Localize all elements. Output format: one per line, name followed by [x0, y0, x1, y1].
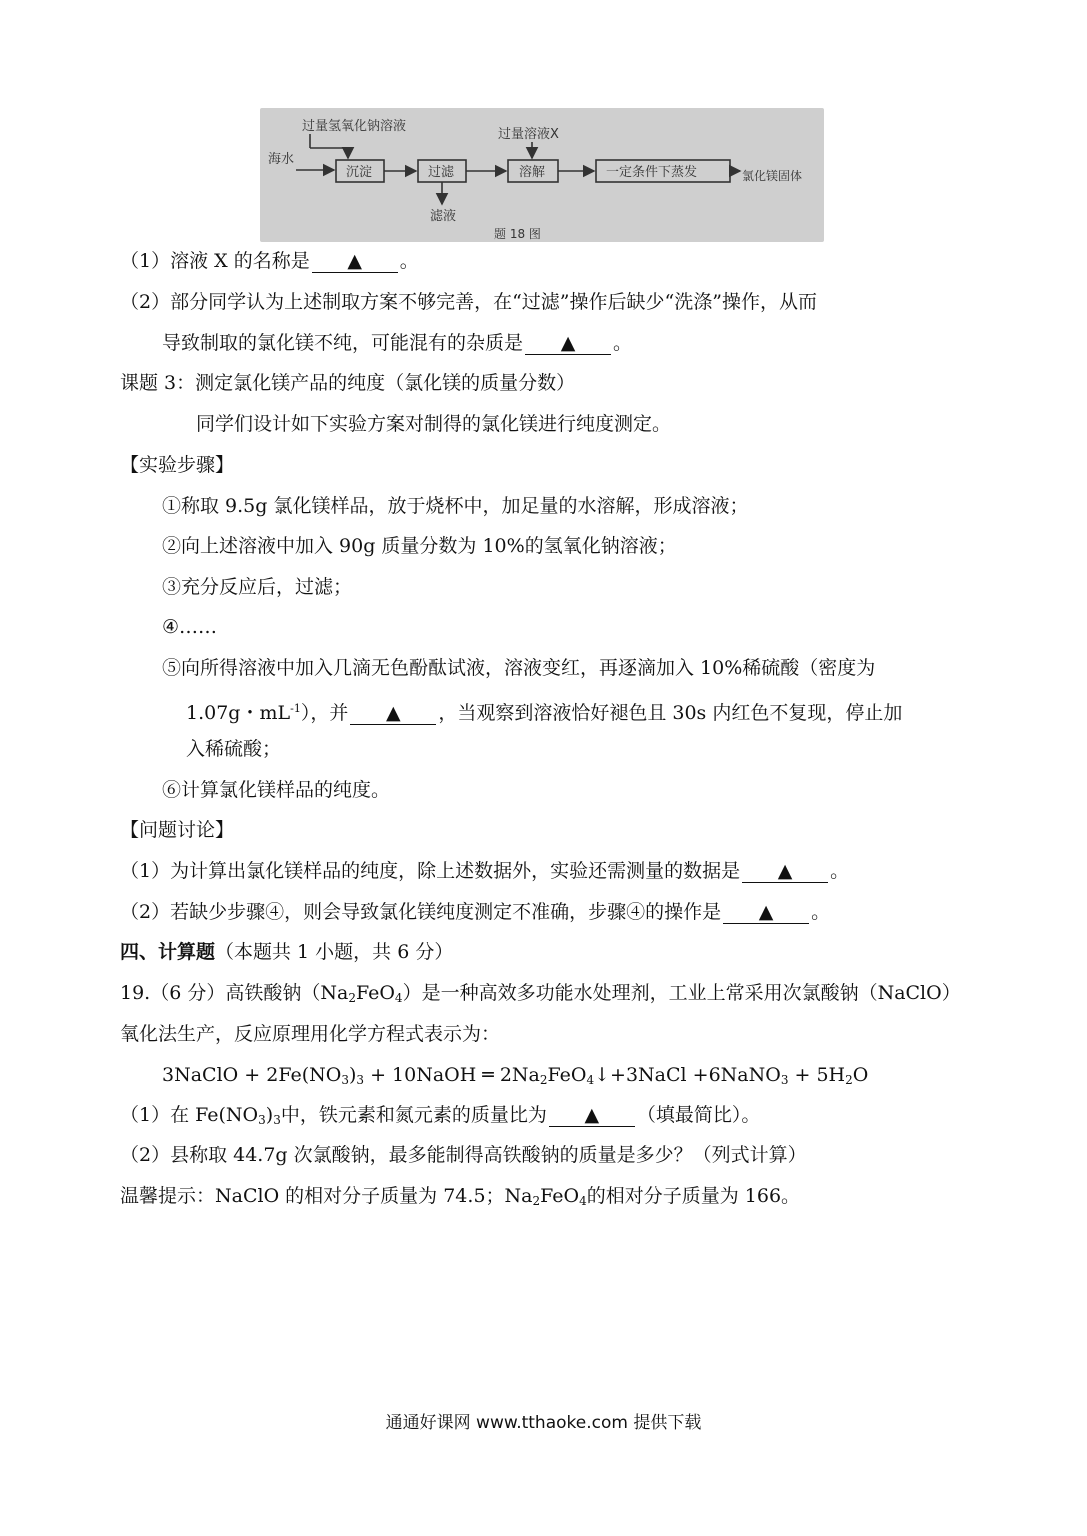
answer-blank[interactable]: ▲ — [525, 332, 611, 355]
q19-part2: （2）县称取 44.7g 次氯酸钠，最多能制得高铁酸钠的质量是多少？（列式计算） — [120, 1144, 807, 1166]
topic3-title: 课题 3：测定氯化镁产品的纯度（氯化镁的质量分数） — [120, 372, 576, 394]
flow-product: 氯化镁固体 — [742, 169, 803, 183]
flow-reagent1: 过量氢氧化钠溶液 — [302, 119, 407, 134]
flow-caption: 题 18 图 — [494, 227, 541, 241]
answer-blank[interactable]: ▲ — [549, 1104, 635, 1127]
flow-step4: 一定条件下蒸发 — [606, 165, 698, 180]
discussion-2: （2）若缺少步骤④，则会导致氯化镁纯度测定不准确，步骤④的操作是 ▲ 。 — [120, 901, 831, 923]
answer-blank[interactable]: ▲ — [312, 250, 398, 273]
discussion-header: 【问题讨论】 — [120, 819, 235, 841]
step-4: ④…… — [162, 616, 218, 638]
flowchart-figure — [260, 108, 824, 242]
flow-step3: 溶解 — [519, 165, 546, 180]
step-2: ②向上述溶液中加入 90g 质量分数为 10%的氢氧化钠溶液； — [162, 535, 677, 557]
step-5-line2: 1.07g・$mL^{-1}$），并 ▲ ，当观察到溶液恰好褪色且 30s 内红色不复现，停止加 — [186, 702, 903, 724]
step-5-line1: ⑤向所得溶液中加入几滴无色酚酞试液，溶液变红，再逐滴加入 10%稀硫酸（密度为 — [162, 657, 876, 679]
flow-filtrate: 滤液 — [430, 209, 457, 224]
flowchart-svg — [260, 108, 824, 242]
step-6: ⑥计算氯化镁样品的纯度。 — [162, 779, 391, 801]
step-1: ①称取 9.5g 氯化镁样品，放于烧杯中，加足量的水溶解，形成溶液； — [162, 495, 749, 517]
flow-step1: 沉淀 — [346, 165, 373, 180]
section4-heading — [120, 939, 453, 965]
flow-reagent2: 过量溶液X — [498, 127, 559, 142]
flow-input-label: 海水 — [268, 152, 295, 167]
topic3-intro: 同学们设计如下实验方案对制得的氯化镁进行纯度测定。 — [196, 413, 672, 435]
step-3: ③充分反应后，过滤； — [162, 576, 353, 598]
question-1: （1）溶液 X 的名称是 ▲ 。 — [120, 250, 419, 272]
answer-blank[interactable]: ▲ — [350, 702, 436, 725]
question-2-line1: （2）部分同学认为上述制取方案不够完善，在“过滤”操作后缺少“洗涤”操作，从而 — [120, 291, 817, 313]
q19-line2: 氧化法生产，反应原理用化学方程式表示为： — [120, 1023, 501, 1045]
q19-tip: 温馨提示：NaClO 的相对分子质量为 74.5；$Na_2FeO_4$的相对分子质量为 166。 — [120, 1185, 801, 1208]
answer-blank[interactable]: ▲ — [723, 901, 809, 924]
step-5-line3: 入稀硫酸； — [186, 738, 282, 760]
q19-equation: 3NaClO + $2Fe(NO_3)_3$ + 10NaOH ═ $2Na_2FeO_4↓+3NaCl$ +6NaNO$_3$ + $5H_2O$ — [162, 1064, 869, 1087]
section4-title: 四、计算题 — [120, 941, 216, 963]
section4-note: （本题共 1 小题，共 6 分） — [215, 941, 454, 963]
q19-part1: （1）在 $Fe(NO_3)_3$中，铁元素和氮元素的质量比为 ▲ （填最简比）。 — [120, 1104, 761, 1127]
discussion-1: （1）为计算出氯化镁样品的纯度，除上述数据外，实验还需测量的数据是 ▲ 。 — [120, 860, 850, 882]
q19-line1: 19.（6 分）高铁酸钠$(Na_2FeO_4)$是一种高效多功能水处理剂，工业上常采用次氯酸钠（NaClO） — [120, 982, 961, 1005]
answer-blank[interactable]: ▲ — [742, 860, 828, 883]
footer-source: 通通好课网 www.tthaoke.com 提供下载 — [385, 1413, 702, 1433]
steps-header: 【实验步骤】 — [120, 454, 235, 476]
flow-step2: 过滤 — [428, 165, 455, 180]
question-2-line2: 导致制取的氯化镁不纯，可能混有的杂质是 ▲ 。 — [162, 332, 633, 354]
